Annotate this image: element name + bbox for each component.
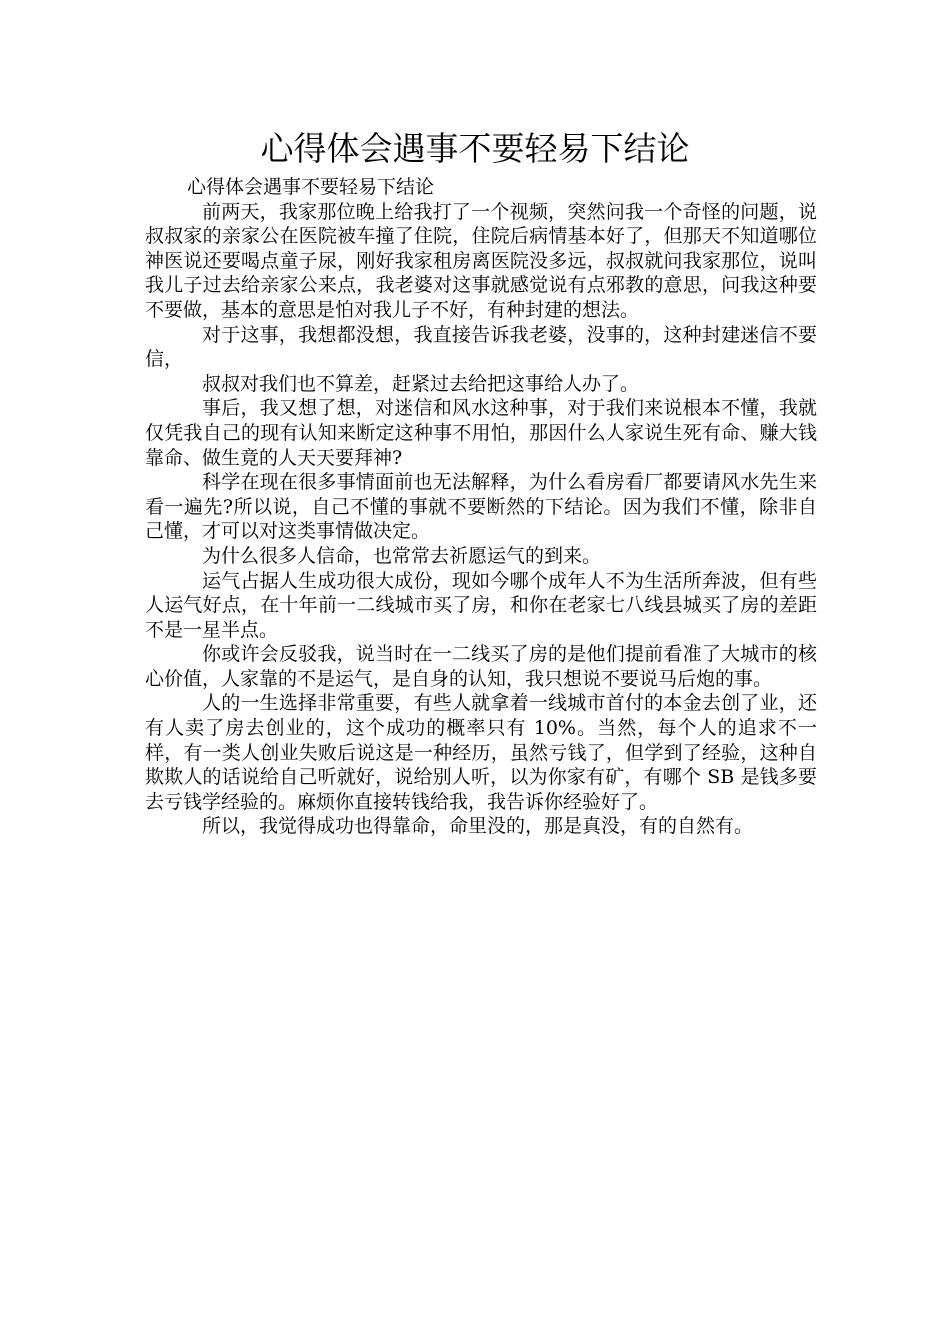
paragraph: 运气占据人生成功很大成份，现如今哪个成年人不为生活所奔波，但有些人运气好点，在十年前一二线城市买了房，和你在老家七八线县城买了房的差距不是一星半点。 <box>145 569 817 641</box>
paragraph: 人的一生选择非常重要，有些人就拿着一线城市首付的本金去创了业，还有人卖了房去创业的，这个成功的概率只有 10%。当然，每个人的追求不一样，有一类人创业失败后说这是一种经历，虽然亏钱了，但学到了经验，这种自欺欺人的话说给自己听就好，说给别人听，以为你家有矿，有哪个 SB 是钱多要去亏钱学经验的。麻烦你直接转钱给我，我告诉你经验好了。 <box>145 692 817 813</box>
paragraph: 为什么很多人信命，也常常去祈愿运气的到来。 <box>202 544 602 567</box>
document-subtitle: 心得体会遇事不要轻易下结论 <box>187 176 435 198</box>
paragraph: 你或许会反驳我，说当时在一二线买了房的是他们提前看准了大城市的核心价值，人家靠的不是运气，是自身的认知，我只想说不要说马后炮的事。 <box>145 643 817 690</box>
paragraph: 事后，我又想了想，对迷信和风水这种事，对于我们来说根本不懂，我就仅凭我自己的现有认知来断定这种事不用怕，那因什么人家说生死有命、赚大钱靠命、做生竟的人天天要拜神? <box>145 397 817 469</box>
paragraph: 所以，我觉得成功也得靠命，命里没的，那是真没，有的自然有。 <box>202 815 754 838</box>
paragraph: 前两天，我家那位晚上给我打了一个视频，突然问我一个奇怪的问题，说叔叔家的亲家公在医院被车撞了住院，住院后病情基本好了，但那天不知道哪位神医说还要喝点童子尿，刚好我家租房离医院没多远，叔叔就问我家那位，说叫我儿子过去给亲家公来点，我老婆对这事就感觉说有点邪教的意思，问我这种要不要做，基本的意思是怕对我儿子不好，有种封建的想法。 <box>145 200 817 321</box>
document-title: 心得体会遇事不要轻易下结论 <box>260 129 690 168</box>
document-body <box>145 175 817 839</box>
paragraph: 科学在现在很多事情面前也无法解释，为什么看房看厂都要请风水先生来看一遍先?所以说，自己不懂的事就不要断然的下结论。因为我们不懂，除非自己懂，才可以对这类事情做决定。 <box>145 471 817 543</box>
paragraph: 叔叔对我们也不算差，赶紧过去给把这事给人办了。 <box>202 372 640 395</box>
paragraph: 对于这事，我想都没想，我直接告诉我老婆，没事的，这种封建迷信不要信， <box>145 323 817 371</box>
